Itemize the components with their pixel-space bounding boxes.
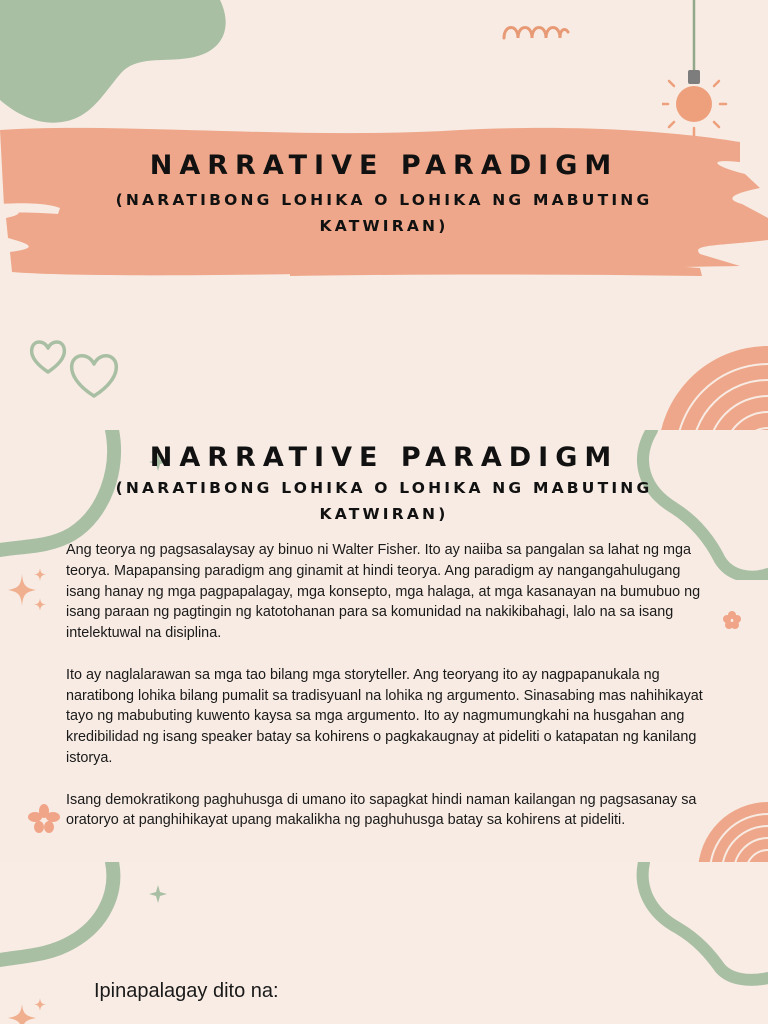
flower-icon (28, 804, 60, 834)
content-slide (0, 430, 768, 862)
paragraph: Ang teorya ng pagsasalaysay ay binuo ni Walter Fisher. Ito ay naiiba sa pangalan sa lahat ng mga teorya. Mapapansing paradigm ang ginamit at hindi teorya. Ang paradigm ay nangangahulugang isang hanay ng mga pagpapalagay, mga konsepto, mga halaga, at mga kasanayan na bumubuo ng isang paraan ng pagtingin ng katotohanan para sa komunidad na nakikibahagi, lalo na sa isang intelektuwal na disiplina. (66, 542, 701, 642)
blob-icon (0, 0, 240, 130)
slide1-subtitle: (NARATIBONG LOHIKA O LOHIKA NG MABUTING KATWIRAN) (115, 191, 653, 235)
slide3-heading: Ipinapalagay dito na: (94, 980, 279, 1002)
sage-curve-icon (0, 862, 126, 972)
slide1-title: NARRATIVE PARADIGM (149, 150, 619, 181)
sage-curve-icon (634, 862, 768, 986)
flower-icon (722, 610, 742, 630)
paragraph: Isang demokratikong paghuhusga di umano ito sapagkat hindi naman kailangan ng pagsasanay sa oratoryo at panghihikayat upang makalikha ng paghuhusga batay sa kohirens at pideliti. (66, 791, 697, 829)
star-icon (148, 884, 168, 904)
slide2-subtitle: (NARATIBONG LOHIKA O LOHIKA NG MABUTING KATWIRAN) (115, 479, 653, 523)
sparkle-icon (8, 996, 50, 1024)
title-slide (0, 0, 768, 430)
paragraph: Ito ay naglalarawan sa mga tao bilang mga storyteller. Ang teoryang ito ay nagpapanukala ng naratibong lohika bilang pumalit sa tradisyuanl na lohika ng argumento. Sinasabing mas nahihikayat tayo ng mabubuting kuwento kaysa sa mga argumento. Ito ay nagmumungkahi na husgahan ang kredibilidad ng isang speaker batay sa kohirens o pagkakaugnay at pideliti o katapatan ng kanilang istorya. (66, 666, 703, 766)
sparkle-icon (8, 566, 50, 616)
slide2-title: NARRATIVE PARADIGM (149, 442, 619, 473)
wavy-squiggle-icon (500, 22, 572, 42)
hearts-icon (28, 336, 120, 402)
body-text (66, 540, 714, 831)
rainbow-arcs-icon (656, 344, 768, 430)
list-slide (0, 862, 768, 1024)
